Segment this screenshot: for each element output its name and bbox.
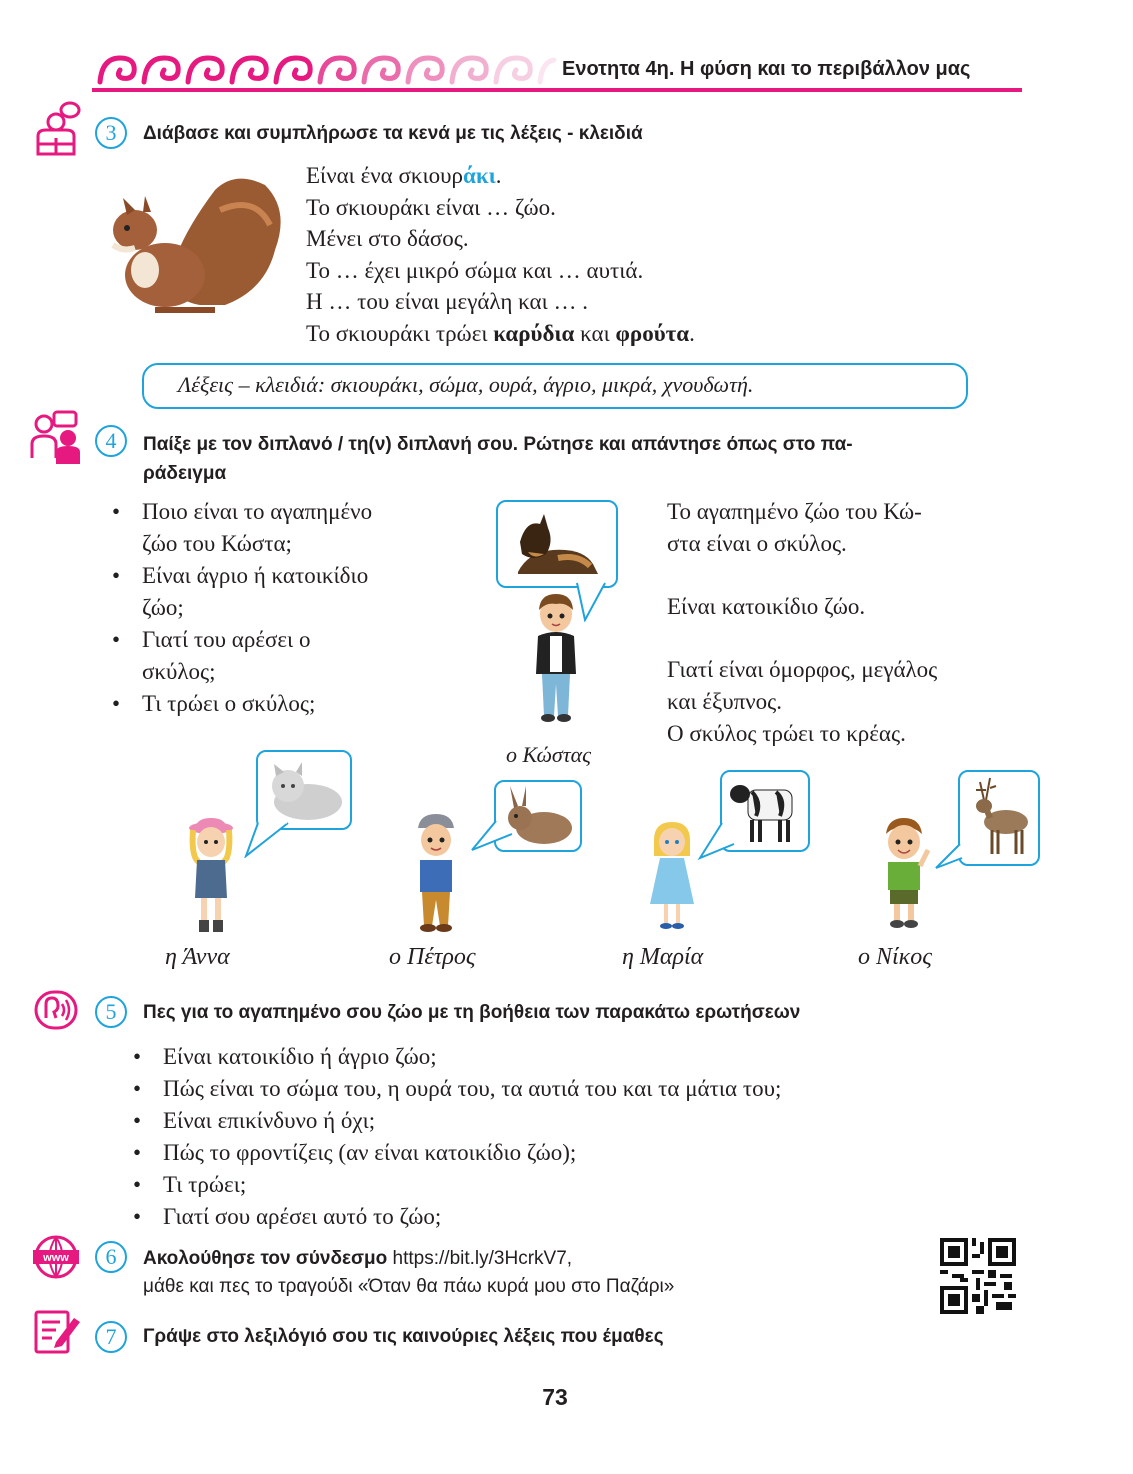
bubble-tail	[470, 820, 514, 856]
pair-talk-icon	[30, 410, 84, 466]
squirrel-image	[105, 170, 290, 320]
exercise-number: 7	[95, 1321, 127, 1353]
web-globe-icon	[33, 1234, 79, 1280]
question-item: • Είναι άγριο ή κατοικίδιο ζώο;	[142, 560, 462, 624]
answer-item: Το αγαπημένο ζώο του Κώ-	[667, 499, 922, 524]
song-link[interactable]: https://bit.ly/3HcrkV7,	[387, 1248, 573, 1269]
dog-image	[498, 502, 616, 586]
nikos-label: ο Νίκος	[858, 944, 932, 970]
bubble-tail	[244, 822, 294, 858]
kostas-figure	[526, 592, 586, 724]
question-item: • Τι τρώει ο σκύλος;	[142, 688, 462, 720]
anna-figure	[185, 818, 237, 936]
text-line-5: Η … του είναι μεγάλη και … .	[306, 289, 589, 314]
text-line-4: Το … έχει μικρό σώμα και … αυτιά.	[306, 257, 644, 283]
petros-label: ο Πέτρος	[389, 944, 476, 970]
link-instruction: Ακολούθησε τον σύνδεσμο https://bit.ly/3HcrkV7, μάθε και πες το τραγούδι «Όταν θα πάω κυρά μου στο Παζάρι»	[143, 1248, 675, 1297]
list-item: • Είναι κατοικίδιο ή άγριο ζώο;	[163, 1041, 1043, 1073]
anna-label: η Άννα	[165, 944, 230, 970]
header-title: Ενοτητα 4η. Η φύση και το περιβάλλον μας	[562, 58, 971, 80]
question-item: • Ποιο είναι το αγαπημένο ζώο του Κώστα;	[142, 496, 462, 560]
header-ornament	[92, 50, 562, 86]
answer-item: στα είναι ο σκύλος.	[667, 531, 847, 556]
dog-bubble	[496, 500, 618, 588]
cat-bubble	[256, 750, 352, 830]
list-item: • Γιατί σου αρέσει αυτό το ζώο;	[163, 1201, 1043, 1233]
exercise-number: 6	[95, 1241, 127, 1273]
question-list	[163, 1041, 1043, 1233]
exercise-number: 3	[95, 117, 127, 149]
exercise-instruction: Πες για το αγαπημένο σου ζώο με τη βοήθεια των παρακάτω ερωτήσεων	[143, 1002, 801, 1023]
exercise-number: 5	[95, 996, 127, 1028]
question-item: • Γιατί του αρέσει ο σκύλος;	[142, 624, 462, 688]
speaking-icon	[34, 990, 78, 1030]
text-line-3: Μένει στο δάσος.	[306, 226, 469, 251]
text-line-6: Το σκιουράκι τρώει καρύδια και φρούτα.	[306, 320, 695, 346]
reading-text	[306, 160, 906, 349]
bubble-tail	[934, 842, 964, 872]
petros-figure	[408, 812, 464, 936]
list-item: • Τι τρώει;	[163, 1169, 1043, 1201]
exercise-instruction: Παίξε με τον διπλανό / τη(ν) διπλανή σου. Ρώτησε και απάντησε όπως στο πα- ράδειγμα	[143, 434, 853, 484]
answer-item: Είναι κατοικίδιο ζώο.	[667, 594, 866, 619]
writing-icon	[34, 1308, 82, 1354]
exercise-number: 4	[95, 425, 127, 457]
list-item: • Πώς το φροντίζεις (αν είναι κατοικίδιο ζώο);	[163, 1137, 1043, 1169]
text-line-1: Είναι ένα σκιουράκι.	[306, 163, 502, 188]
answer-item: Ο σκύλος τρώει το κρέας.	[667, 721, 906, 746]
keywords-text: Λέξεις – κλειδιά: σκιουράκι, σώμα, ουρά, άγριο, μικρά, χνουδωτή.	[178, 372, 754, 397]
answer-item: και έξυπνος.	[667, 689, 783, 714]
text-line-2: Το σκιουράκι είναι … ζώο.	[306, 194, 556, 220]
answer-item: Γιατί είναι όμορφος, μεγάλος	[667, 657, 938, 682]
header-rule	[92, 88, 1022, 92]
highlight-suffix: άκι	[463, 163, 496, 188]
maria-label: η Μαρία	[622, 944, 704, 970]
page-number: 73	[542, 1384, 568, 1410]
kostas-label: ο Κώστας	[506, 742, 592, 767]
maria-figure	[646, 820, 698, 934]
cat-image	[258, 752, 350, 828]
list-item: • Πώς είναι το σώμα του, η ουρά του, τα αυτιά του και τα μάτια του;	[163, 1073, 1043, 1105]
list-item: • Είναι επικίνδυνο ή όχι;	[163, 1105, 1043, 1137]
answer-list	[667, 496, 1027, 750]
exercise-instruction: Γράψε στο λεξιλόγιό σου τις καινούριες λέξεις που έμαθες	[143, 1326, 664, 1347]
qr-code[interactable]	[940, 1238, 1016, 1314]
bubble-tail	[696, 822, 736, 862]
nikos-figure	[874, 816, 934, 934]
svg-text:www: www	[43, 1252, 69, 1264]
exercise-instruction: Διάβασε και συμπλήρωσε τα κενά με τις λέξεις - κλειδιά	[143, 123, 643, 144]
deer-image	[960, 772, 1038, 864]
question-list	[142, 496, 462, 720]
reading-child-icon	[32, 100, 82, 156]
deer-bubble	[958, 770, 1040, 866]
